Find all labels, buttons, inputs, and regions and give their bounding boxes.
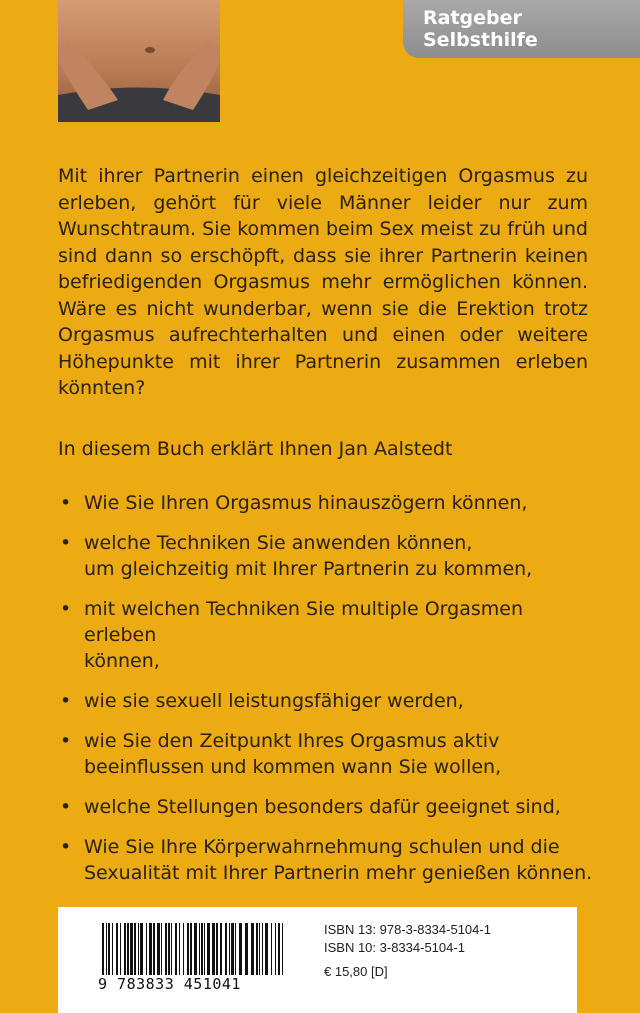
- barcode-bar: [245, 923, 248, 977]
- bullet-icon: •: [60, 492, 72, 514]
- barcode-bar: [146, 923, 147, 977]
- barcode-bar: [149, 923, 152, 977]
- bullet-icon: •: [60, 598, 72, 620]
- barcode-bar: [204, 923, 205, 977]
- list-item: • wie Sie den Zeitpunkt Ihres Orgasmus aktiv beeinflussen und kommen wann Sie wollen,: [60, 730, 502, 778]
- barcode-bar: [179, 923, 180, 977]
- bullet-icon: •: [60, 730, 72, 752]
- list-item: • wie sie sexuell leistungsfähiger werden,: [60, 690, 464, 712]
- barcode-bar: [165, 923, 167, 977]
- barcode-bar: [124, 923, 126, 977]
- series-tab: Ratgeber Selbsthilfe: [403, 0, 640, 58]
- barcode-bar: [278, 923, 280, 977]
- list-item: • mit welchen Techniken Sie multiple Orgasmen erleben können,: [60, 598, 523, 672]
- barcode-bar: [140, 923, 143, 977]
- barcode-bar: [112, 923, 113, 977]
- bullet-icon: •: [60, 796, 72, 818]
- bullet-icon: •: [60, 690, 72, 712]
- barcode-bar: [256, 923, 258, 977]
- barcode-bar: [106, 923, 107, 977]
- bullet-icon: •: [60, 532, 72, 554]
- barcode-bar: [265, 923, 268, 977]
- barcode-bar: [271, 923, 272, 977]
- barcode-bar: [108, 923, 110, 977]
- barcode-bar: [130, 923, 133, 977]
- barcode-bar: [201, 923, 203, 977]
- bullet-icon: •: [60, 836, 72, 858]
- barcode-bar: [220, 923, 222, 977]
- barcode-bar: [207, 923, 210, 977]
- list-item: • Wie Sie Ihre Körperwahrnehmung schulen und die Sexualität mit Ihrer Partnerin mehr genießen können.: [60, 836, 593, 884]
- barcode-bar: [175, 923, 177, 977]
- isbn10-text: ISBN 10: 3-8334-5104-1: [324, 940, 465, 955]
- barcode-bar: [239, 923, 242, 977]
- list-item: • Wie Sie Ihren Orgasmus hinauszögern können,: [60, 492, 528, 514]
- cover-photo: [58, 0, 220, 122]
- barcode-bar: [168, 923, 170, 977]
- price-text: € 15,80 [D]: [324, 964, 388, 979]
- barcode-bar: [262, 923, 263, 977]
- barcode-bar: [229, 923, 230, 977]
- feature-list: [58, 490, 598, 900]
- barcode-bar: [134, 923, 136, 977]
- barcode-panel: [58, 907, 577, 1013]
- barcode-bar: [251, 923, 254, 977]
- barcode-digits: 9 783833 451041: [96, 975, 298, 993]
- isbn-info: [324, 921, 491, 981]
- barcode-bar: [120, 923, 121, 977]
- list-item: • welche Techniken Sie anwenden können, um gleichzeitig mit Ihrer Partnerin zu kommen,: [60, 532, 533, 580]
- barcode-bar: [153, 923, 155, 977]
- barcode-bar: [190, 923, 192, 977]
- barcode-bar: [275, 923, 276, 977]
- barcode-bar: [216, 923, 218, 977]
- barcode-bar: [157, 923, 160, 977]
- barcode-bar: [187, 923, 189, 977]
- barcode-bar: [231, 923, 234, 977]
- barcode-bar: [116, 923, 118, 977]
- barcode-bar: [225, 923, 227, 977]
- blurb-text: Mit ihrer Partnerin einen gleichzeitigen Orgasmus zu erleben, gehört für viele Männer leider nur zum Wunschtraum. Sie kommen beim Sex meist zu früh und sind dann so erschöpft, dass sie ihrer Partnerin keinen befriedigenden Orgasmus mehr ermöglichen können. Wäre es nicht wunderbar, wenn sie die Erektion trotz Orgasmus aufrechterhalten und einen oder weitere Höhepunkte mit ihrer Partnerin zusammen erleben könnten?: [58, 165, 588, 399]
- isbn13-text: ISBN 13: 978-3-8334-5104-1: [324, 922, 491, 937]
- barcode-bar: [259, 923, 260, 977]
- barcode-bar: [127, 923, 129, 977]
- barcode-bar: [171, 923, 172, 977]
- barcode-bar: [138, 923, 139, 977]
- barcode-bar: [199, 923, 200, 977]
- barcode-bar: [212, 923, 215, 977]
- barcode-bar: [235, 923, 236, 977]
- barcode-bar: [161, 923, 162, 977]
- barcode-bar: [183, 923, 184, 977]
- list-item: • welche Stellungen besonders dafür geeignet sind,: [60, 796, 561, 818]
- intro-text: In diesem Buch erklärt Ihnen Jan Aalstedt: [58, 438, 453, 460]
